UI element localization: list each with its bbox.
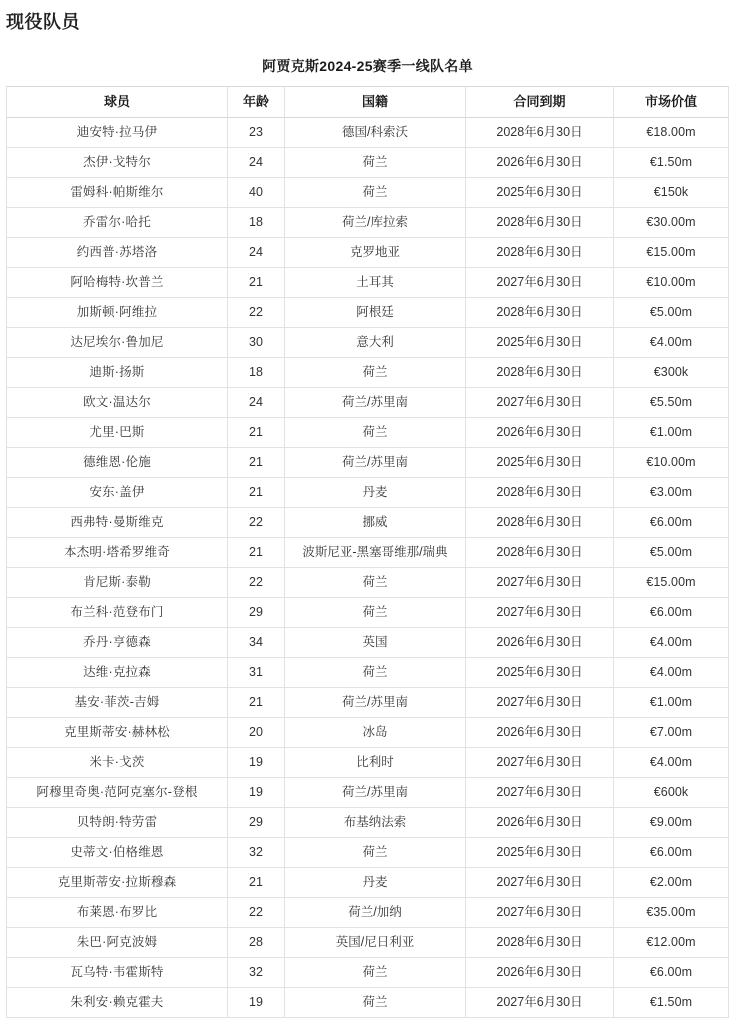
table-row bbox=[7, 418, 729, 448]
cell-contract-expiry: 2027年6月30日 bbox=[466, 688, 614, 718]
cell-age: 21 bbox=[228, 418, 285, 448]
cell-nationality: 冰岛 bbox=[285, 718, 466, 748]
cell-player: 尤里·巴斯 bbox=[7, 418, 228, 448]
cell-market-value: €300k bbox=[614, 358, 729, 388]
table-row bbox=[7, 148, 729, 178]
cell-player: 布兰科·范登布门 bbox=[7, 598, 228, 628]
cell-age: 22 bbox=[228, 568, 285, 598]
cell-age: 32 bbox=[228, 838, 285, 868]
cell-player: 西弗特·曼斯维克 bbox=[7, 508, 228, 538]
cell-player: 基安·菲茨-吉姆 bbox=[7, 688, 228, 718]
cell-nationality: 荷兰/苏里南 bbox=[285, 688, 466, 718]
cell-contract-expiry: 2026年6月30日 bbox=[466, 718, 614, 748]
cell-player: 肯尼斯·泰勒 bbox=[7, 568, 228, 598]
cell-age: 22 bbox=[228, 298, 285, 328]
table-row bbox=[7, 508, 729, 538]
cell-contract-expiry: 2027年6月30日 bbox=[466, 898, 614, 928]
cell-age: 28 bbox=[228, 928, 285, 958]
cell-player: 欧文·温达尔 bbox=[7, 388, 228, 418]
table-row bbox=[7, 718, 729, 748]
cell-age: 19 bbox=[228, 988, 285, 1018]
cell-market-value: €1.50m bbox=[614, 148, 729, 178]
cell-market-value: €35.00m bbox=[614, 898, 729, 928]
cell-contract-expiry: 2028年6月30日 bbox=[466, 298, 614, 328]
table-row bbox=[7, 958, 729, 988]
cell-contract-expiry: 2028年6月30日 bbox=[466, 928, 614, 958]
cell-market-value: €10.00m bbox=[614, 268, 729, 298]
cell-age: 21 bbox=[228, 268, 285, 298]
squad-table-head bbox=[7, 87, 729, 118]
cell-player: 迪斯·扬斯 bbox=[7, 358, 228, 388]
table-row bbox=[7, 478, 729, 508]
cell-market-value: €18.00m bbox=[614, 118, 729, 148]
cell-nationality: 阿根廷 bbox=[285, 298, 466, 328]
table-row bbox=[7, 838, 729, 868]
cell-contract-expiry: 2028年6月30日 bbox=[466, 208, 614, 238]
cell-contract-expiry: 2027年6月30日 bbox=[466, 568, 614, 598]
cell-player: 贝特朗·特劳雷 bbox=[7, 808, 228, 838]
table-header-row bbox=[7, 87, 729, 118]
table-row bbox=[7, 988, 729, 1018]
cell-nationality: 荷兰 bbox=[285, 658, 466, 688]
cell-age: 21 bbox=[228, 478, 285, 508]
cell-market-value: €6.00m bbox=[614, 508, 729, 538]
cell-nationality: 波斯尼亚-黑塞哥维那/瑞典 bbox=[285, 538, 466, 568]
table-row bbox=[7, 178, 729, 208]
table-row bbox=[7, 628, 729, 658]
table-row bbox=[7, 568, 729, 598]
cell-market-value: €15.00m bbox=[614, 568, 729, 598]
squad-table-body bbox=[7, 118, 729, 1018]
cell-nationality: 丹麦 bbox=[285, 868, 466, 898]
cell-nationality: 荷兰/加纳 bbox=[285, 898, 466, 928]
table-row bbox=[7, 658, 729, 688]
cell-contract-expiry: 2026年6月30日 bbox=[466, 148, 614, 178]
table-row bbox=[7, 598, 729, 628]
cell-player: 达尼埃尔·鲁加尼 bbox=[7, 328, 228, 358]
cell-player: 阿哈梅特·坎普兰 bbox=[7, 268, 228, 298]
cell-market-value: €5.00m bbox=[614, 538, 729, 568]
cell-player: 史蒂文·伯格维恩 bbox=[7, 838, 228, 868]
cell-nationality: 荷兰 bbox=[285, 358, 466, 388]
cell-age: 30 bbox=[228, 328, 285, 358]
cell-age: 40 bbox=[228, 178, 285, 208]
cell-age: 24 bbox=[228, 388, 285, 418]
cell-age: 24 bbox=[228, 148, 285, 178]
cell-market-value: €6.00m bbox=[614, 598, 729, 628]
cell-age: 20 bbox=[228, 718, 285, 748]
cell-market-value: €6.00m bbox=[614, 958, 729, 988]
table-row bbox=[7, 238, 729, 268]
cell-player: 布莱恩·布罗比 bbox=[7, 898, 228, 928]
squad-table-title: 阿贾克斯2024-25赛季一线队名单 bbox=[262, 58, 473, 74]
cell-market-value: €600k bbox=[614, 778, 729, 808]
column-header-contract-expiry: 合同到期 bbox=[466, 87, 614, 118]
cell-age: 19 bbox=[228, 748, 285, 778]
cell-contract-expiry: 2026年6月30日 bbox=[466, 808, 614, 838]
cell-contract-expiry: 2028年6月30日 bbox=[466, 508, 614, 538]
table-row bbox=[7, 328, 729, 358]
cell-nationality: 挪威 bbox=[285, 508, 466, 538]
cell-age: 21 bbox=[228, 448, 285, 478]
cell-age: 23 bbox=[228, 118, 285, 148]
cell-age: 22 bbox=[228, 508, 285, 538]
cell-contract-expiry: 2027年6月30日 bbox=[466, 988, 614, 1018]
squad-table bbox=[6, 44, 729, 1018]
cell-nationality: 荷兰 bbox=[285, 178, 466, 208]
cell-nationality: 克罗地亚 bbox=[285, 238, 466, 268]
cell-market-value: €6.00m bbox=[614, 838, 729, 868]
cell-market-value: €1.00m bbox=[614, 688, 729, 718]
table-row bbox=[7, 898, 729, 928]
cell-contract-expiry: 2027年6月30日 bbox=[466, 868, 614, 898]
cell-age: 31 bbox=[228, 658, 285, 688]
cell-player: 克里斯蒂安·拉斯穆森 bbox=[7, 868, 228, 898]
cell-contract-expiry: 2025年6月30日 bbox=[466, 658, 614, 688]
cell-market-value: €12.00m bbox=[614, 928, 729, 958]
table-row bbox=[7, 808, 729, 838]
cell-contract-expiry: 2027年6月30日 bbox=[466, 388, 614, 418]
table-row bbox=[7, 688, 729, 718]
table-row bbox=[7, 298, 729, 328]
cell-contract-expiry: 2027年6月30日 bbox=[466, 268, 614, 298]
cell-market-value: €150k bbox=[614, 178, 729, 208]
cell-nationality: 荷兰 bbox=[285, 838, 466, 868]
cell-contract-expiry: 2026年6月30日 bbox=[466, 418, 614, 448]
cell-player: 乔丹·亨德森 bbox=[7, 628, 228, 658]
cell-market-value: €2.00m bbox=[614, 868, 729, 898]
cell-age: 29 bbox=[228, 598, 285, 628]
cell-player: 雷姆科·帕斯维尔 bbox=[7, 178, 228, 208]
table-row bbox=[7, 538, 729, 568]
cell-nationality: 荷兰 bbox=[285, 988, 466, 1018]
cell-age: 21 bbox=[228, 538, 285, 568]
cell-nationality: 荷兰/库拉索 bbox=[285, 208, 466, 238]
cell-player: 加斯顿·阿维拉 bbox=[7, 298, 228, 328]
cell-player: 杰伊·戈特尔 bbox=[7, 148, 228, 178]
cell-nationality: 英国/尼日利亚 bbox=[285, 928, 466, 958]
cell-player: 朱巴·阿克波姆 bbox=[7, 928, 228, 958]
cell-age: 34 bbox=[228, 628, 285, 658]
cell-market-value: €7.00m bbox=[614, 718, 729, 748]
cell-age: 19 bbox=[228, 778, 285, 808]
cell-market-value: €3.00m bbox=[614, 478, 729, 508]
cell-age: 22 bbox=[228, 898, 285, 928]
cell-player: 德维恩·伦施 bbox=[7, 448, 228, 478]
page-title: 现役队员 bbox=[6, 12, 80, 32]
cell-contract-expiry: 2028年6月30日 bbox=[466, 478, 614, 508]
cell-nationality: 荷兰 bbox=[285, 598, 466, 628]
cell-contract-expiry: 2028年6月30日 bbox=[466, 538, 614, 568]
cell-market-value: €1.00m bbox=[614, 418, 729, 448]
cell-nationality: 德国/科索沃 bbox=[285, 118, 466, 148]
cell-nationality: 土耳其 bbox=[285, 268, 466, 298]
cell-age: 18 bbox=[228, 208, 285, 238]
cell-market-value: €4.00m bbox=[614, 628, 729, 658]
cell-age: 21 bbox=[228, 868, 285, 898]
cell-player: 瓦乌特·韦霍斯特 bbox=[7, 958, 228, 988]
cell-market-value: €4.00m bbox=[614, 328, 729, 358]
cell-contract-expiry: 2025年6月30日 bbox=[466, 448, 614, 478]
squad-table-wrapper bbox=[0, 44, 729, 1018]
cell-market-value: €5.50m bbox=[614, 388, 729, 418]
table-row bbox=[7, 928, 729, 958]
column-header-market-value: 市场价值 bbox=[614, 87, 729, 118]
cell-nationality: 比利时 bbox=[285, 748, 466, 778]
cell-contract-expiry: 2025年6月30日 bbox=[466, 328, 614, 358]
cell-contract-expiry: 2027年6月30日 bbox=[466, 598, 614, 628]
cell-contract-expiry: 2026年6月30日 bbox=[466, 628, 614, 658]
cell-nationality: 荷兰/苏里南 bbox=[285, 778, 466, 808]
cell-nationality: 荷兰 bbox=[285, 568, 466, 598]
cell-contract-expiry: 2027年6月30日 bbox=[466, 778, 614, 808]
cell-player: 安东·盖伊 bbox=[7, 478, 228, 508]
cell-age: 18 bbox=[228, 358, 285, 388]
cell-player: 克里斯蒂安·赫林松 bbox=[7, 718, 228, 748]
cell-age: 29 bbox=[228, 808, 285, 838]
cell-market-value: €4.00m bbox=[614, 658, 729, 688]
cell-market-value: €9.00m bbox=[614, 808, 729, 838]
column-header-player: 球员 bbox=[7, 87, 228, 118]
cell-nationality: 荷兰/苏里南 bbox=[285, 448, 466, 478]
cell-nationality: 布基纳法索 bbox=[285, 808, 466, 838]
cell-contract-expiry: 2026年6月30日 bbox=[466, 958, 614, 988]
cell-player: 朱利安·赖克霍夫 bbox=[7, 988, 228, 1018]
cell-market-value: €10.00m bbox=[614, 448, 729, 478]
table-row bbox=[7, 388, 729, 418]
table-row bbox=[7, 748, 729, 778]
cell-contract-expiry: 2028年6月30日 bbox=[466, 118, 614, 148]
cell-nationality: 荷兰 bbox=[285, 958, 466, 988]
cell-player: 本杰明·塔希罗维奇 bbox=[7, 538, 228, 568]
cell-nationality: 荷兰 bbox=[285, 418, 466, 448]
table-row bbox=[7, 358, 729, 388]
cell-contract-expiry: 2025年6月30日 bbox=[466, 178, 614, 208]
table-row bbox=[7, 868, 729, 898]
cell-nationality: 意大利 bbox=[285, 328, 466, 358]
cell-player: 迪安特·拉马伊 bbox=[7, 118, 228, 148]
table-row bbox=[7, 118, 729, 148]
cell-market-value: €30.00m bbox=[614, 208, 729, 238]
table-row bbox=[7, 268, 729, 298]
cell-player: 乔雷尔·哈托 bbox=[7, 208, 228, 238]
cell-contract-expiry: 2028年6月30日 bbox=[466, 358, 614, 388]
cell-market-value: €5.00m bbox=[614, 298, 729, 328]
cell-contract-expiry: 2027年6月30日 bbox=[466, 748, 614, 778]
column-header-nationality: 国籍 bbox=[285, 87, 466, 118]
cell-player: 达维·克拉森 bbox=[7, 658, 228, 688]
cell-nationality: 英国 bbox=[285, 628, 466, 658]
cell-player: 米卡·戈茨 bbox=[7, 748, 228, 778]
column-header-age: 年龄 bbox=[228, 87, 285, 118]
cell-age: 21 bbox=[228, 688, 285, 718]
cell-market-value: €15.00m bbox=[614, 238, 729, 268]
table-row bbox=[7, 208, 729, 238]
table-row bbox=[7, 448, 729, 478]
cell-market-value: €4.00m bbox=[614, 748, 729, 778]
cell-nationality: 荷兰 bbox=[285, 148, 466, 178]
cell-player: 阿穆里奇奥·范阿克塞尔-登根 bbox=[7, 778, 228, 808]
cell-nationality: 荷兰/苏里南 bbox=[285, 388, 466, 418]
cell-contract-expiry: 2025年6月30日 bbox=[466, 838, 614, 868]
cell-market-value: €1.50m bbox=[614, 988, 729, 1018]
table-row bbox=[7, 778, 729, 808]
cell-age: 32 bbox=[228, 958, 285, 988]
cell-contract-expiry: 2028年6月30日 bbox=[466, 238, 614, 268]
cell-player: 约西普·苏塔洛 bbox=[7, 238, 228, 268]
cell-age: 24 bbox=[228, 238, 285, 268]
cell-nationality: 丹麦 bbox=[285, 478, 466, 508]
